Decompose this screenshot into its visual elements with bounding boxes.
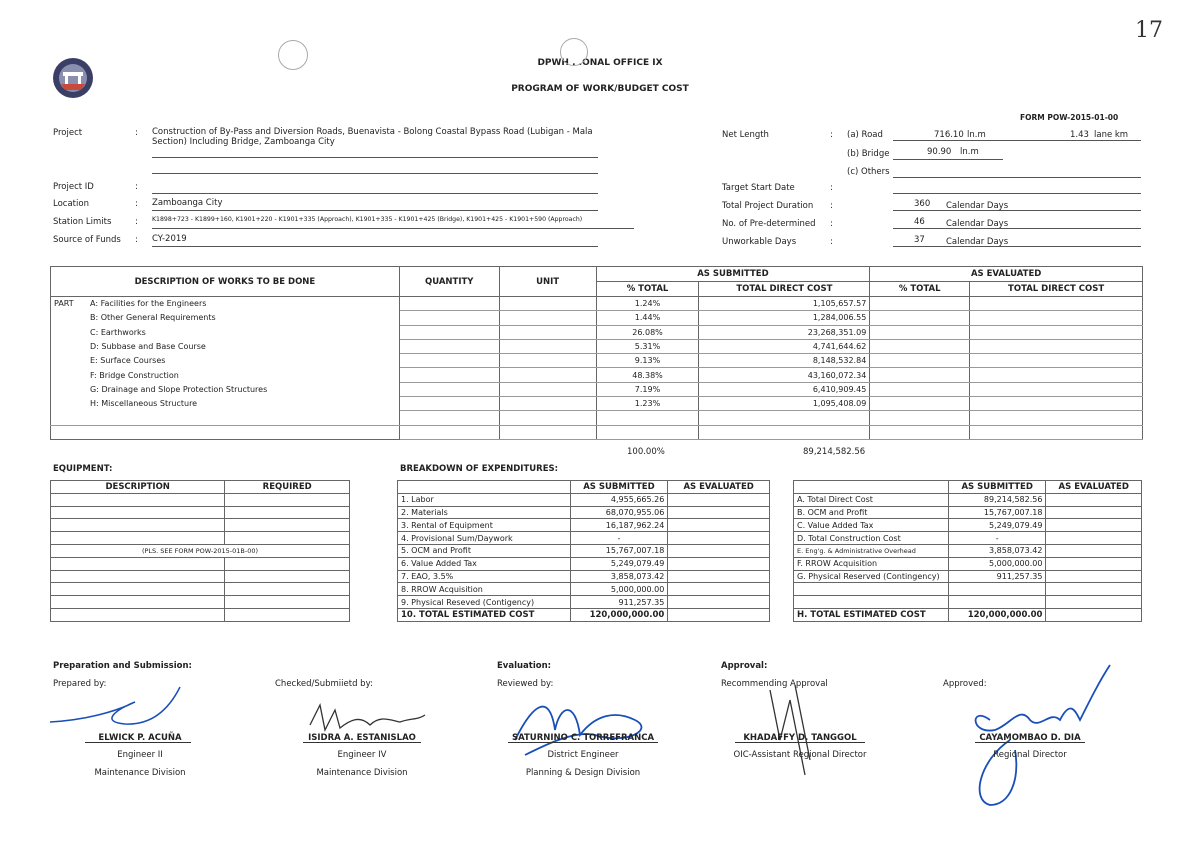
work-pct: 1.24%: [596, 297, 699, 311]
predet-line: [893, 215, 1141, 229]
recommending-label: Recommending Approval: [721, 679, 828, 689]
works-row: [51, 339, 1143, 353]
signatory-5-title: Regional Director: [993, 750, 1067, 760]
unworkable-line: [893, 233, 1141, 247]
summary-value: 15,767,007.18: [948, 506, 1046, 519]
work-description: [51, 411, 400, 425]
work-unit: [499, 411, 596, 425]
page-mark: 17: [1135, 18, 1163, 43]
equipment-required: [225, 557, 350, 570]
work-description: [51, 311, 400, 325]
work-quantity: [399, 325, 499, 339]
work-description-text: D: Subbase and Base Course: [90, 342, 206, 352]
duration-unit: Calendar Days: [946, 201, 1009, 211]
colon: :: [135, 217, 138, 227]
work-pct: 1.23%: [596, 397, 699, 411]
breakdown-label: 3. Rental of Equipment: [398, 519, 571, 532]
bridge-value: 90.90: [927, 147, 952, 157]
work-eval-pct: [870, 339, 970, 353]
breakdown-row: [398, 544, 770, 557]
breakdown-value: 68,070,955.06: [570, 506, 668, 519]
equipment-description: [51, 506, 225, 519]
summary-total-value: 120,000,000.00: [948, 608, 1046, 621]
equipment-description: [51, 493, 225, 506]
work-quantity: [399, 397, 499, 411]
summary-evaluated: [1046, 532, 1142, 545]
work-cost: 43,160,072.34: [699, 368, 870, 382]
signatory-5-name: CAYAMOMBAO D. DIA: [979, 733, 1081, 743]
work-eval-pct: [870, 311, 970, 325]
breakdown-value: -: [570, 532, 668, 545]
start-date-line: [893, 180, 1141, 194]
breakdown-title: BREAKDOWN OF EXPENDITURES:: [400, 464, 559, 474]
breakdown-row: [398, 519, 770, 532]
works-total-pct: 100.00%: [627, 447, 665, 457]
equipment-row: [51, 544, 350, 557]
bridge-unit: ln.m: [960, 147, 979, 157]
summary-row: [794, 519, 1142, 532]
summary-evaluated: [1046, 557, 1142, 570]
works-total-cost: 89,214,582.56: [803, 447, 866, 457]
work-cost: 1,105,657.57: [699, 297, 870, 311]
works-row: [51, 354, 1143, 368]
breakdown-label: 7. EAO, 3.5%: [398, 570, 571, 583]
work-description: [51, 368, 400, 382]
summary-value: 5,249,079.49: [948, 519, 1046, 532]
punch-hole: [278, 40, 308, 70]
funds-value: CY-2019: [152, 234, 598, 247]
breakdown-evaluated: [668, 532, 770, 545]
breakdown-evaluated: [668, 519, 770, 532]
summary-table: [793, 480, 1142, 622]
works-row: [51, 411, 1143, 425]
summary-total-label: H. TOTAL ESTIMATED COST: [794, 608, 949, 621]
summary-total-evaluated: [1046, 608, 1142, 621]
work-quantity: [399, 354, 499, 368]
breakdown-col-submitted: AS SUBMITTED: [570, 481, 668, 494]
equipment-table: [50, 480, 350, 622]
breakdown-row: [398, 493, 770, 506]
summary-value: [948, 596, 1046, 609]
equipment-description: (PLS. SEE FORM POW-2015-01B-00): [51, 544, 350, 557]
work-quantity: [399, 382, 499, 396]
summary-evaluated: [1046, 493, 1142, 506]
work-eval-pct: [870, 411, 970, 425]
work-description-text: C: Earthworks: [90, 327, 146, 337]
signatory-3-title: District Engineer: [547, 750, 619, 760]
equipment-row: [51, 519, 350, 532]
work-description-text: E: Surface Courses: [90, 356, 166, 366]
unworkable-label: Unworkable Days: [722, 237, 797, 247]
breakdown-value: 4,955,665.26: [570, 493, 668, 506]
signatory-1-division: Maintenance Division: [94, 768, 186, 778]
work-pct: 26.08%: [596, 325, 699, 339]
work-cost: 6,410,909.45: [699, 382, 870, 396]
equipment-required: [225, 570, 350, 583]
breakdown-evaluated: [668, 493, 770, 506]
equipment-description: [51, 608, 225, 621]
work-pct: 9.13%: [596, 354, 699, 368]
equipment-row: [51, 506, 350, 519]
breakdown-evaluated: [668, 506, 770, 519]
work-quantity: [399, 339, 499, 353]
work-cost: 8,148,532.84: [699, 354, 870, 368]
work-description: [51, 339, 400, 353]
funds-label: Source of Funds: [53, 235, 121, 245]
work-quantity: [399, 297, 499, 311]
checked-by-label: Checked/Submiietd by:: [275, 679, 373, 689]
summary-row: [794, 583, 1142, 596]
work-eval-pct: [870, 325, 970, 339]
work-description-text: A: Facilities for the Engineers: [90, 299, 207, 309]
station-label: Station Limits: [53, 217, 112, 227]
summary-value: [948, 583, 1046, 596]
form-number: FORM POW-2015-01-00: [1020, 113, 1119, 122]
summary-evaluated: [1046, 583, 1142, 596]
work-quantity: [399, 311, 499, 325]
signatory-1-name: ELWICK P. ACUÑA: [98, 733, 182, 743]
net-length-label: Net Length: [722, 130, 769, 140]
work-description: [51, 397, 400, 411]
work-eval-cost: [970, 382, 1143, 396]
signatory-3-division: Planning & Design Division: [525, 768, 641, 778]
work-quantity: [399, 425, 499, 439]
colon: :: [830, 201, 833, 211]
work-unit: [499, 368, 596, 382]
col-quantity: QUANTITY: [399, 267, 499, 297]
work-unit: [499, 354, 596, 368]
summary-row: [794, 557, 1142, 570]
breakdown-total-label: 10. TOTAL ESTIMATED COST: [398, 608, 571, 621]
col-eval-pct-total: % TOTAL: [870, 282, 970, 297]
approval-heading: Approval:: [721, 661, 768, 671]
equipment-required: [225, 493, 350, 506]
work-eval-pct: [870, 382, 970, 396]
part-label: PART: [54, 299, 74, 309]
work-eval-pct: [870, 368, 970, 382]
work-eval-cost: [970, 339, 1143, 353]
works-row: [51, 297, 1143, 311]
breakdown-label: 2. Materials: [398, 506, 571, 519]
works-table: [50, 266, 1143, 440]
summary-value: -: [948, 532, 1046, 545]
equipment-row: [51, 557, 350, 570]
colon: :: [135, 199, 138, 209]
summary-row: [794, 493, 1142, 506]
summary-blank-header: [794, 481, 949, 494]
location-value: Zamboanga City: [152, 198, 598, 211]
work-eval-cost: [970, 325, 1143, 339]
col-unit: UNIT: [499, 267, 596, 297]
breakdown-evaluated: [668, 583, 770, 596]
equipment-required: [225, 608, 350, 621]
work-eval-pct: [870, 354, 970, 368]
col-pct-total: % TOTAL: [596, 282, 699, 297]
summary-label: F. RROW Acquisition: [794, 557, 949, 570]
breakdown-label: 6. Value Added Tax: [398, 557, 571, 570]
work-eval-cost: [970, 411, 1143, 425]
punch-hole: [560, 38, 588, 66]
col-eval-total-direct-cost: TOTAL DIRECT COST: [970, 282, 1143, 297]
road-label: (a) Road: [847, 130, 883, 140]
project-label: Project: [53, 128, 83, 138]
equipment-col-description: DESCRIPTION: [51, 481, 225, 494]
work-cost: [699, 411, 870, 425]
work-description: [51, 354, 400, 368]
signatory-4-name: KHADAFFY D. TANGGOL: [743, 733, 857, 743]
work-unit: [499, 382, 596, 396]
others-line: [893, 164, 1141, 178]
equipment-required: [225, 583, 350, 596]
col-as-evaluated: AS EVALUATED: [870, 267, 1143, 282]
work-pct: [596, 425, 699, 439]
unworkable-unit: Calendar Days: [946, 237, 1009, 247]
equipment-row: [51, 532, 350, 545]
work-cost: 23,268,351.09: [699, 325, 870, 339]
work-eval-cost: [970, 368, 1143, 382]
work-cost: [699, 425, 870, 439]
colon: :: [135, 182, 138, 192]
work-description: [51, 297, 400, 311]
works-row: [51, 311, 1143, 325]
summary-row: [794, 532, 1142, 545]
breakdown-blank-header: [398, 481, 571, 494]
work-eval-cost: [970, 425, 1143, 439]
col-total-direct-cost: TOTAL DIRECT COST: [699, 282, 870, 297]
breakdown-row: [398, 570, 770, 583]
equipment-row: [51, 493, 350, 506]
work-unit: [499, 311, 596, 325]
bridge-label: (b) Bridge: [847, 149, 890, 159]
work-description-text: F: Bridge Construction: [90, 370, 179, 380]
location-label: Location: [53, 199, 89, 209]
prep-heading: Preparation and Submission:: [53, 661, 192, 671]
work-unit: [499, 339, 596, 353]
summary-value: 911,257.35: [948, 570, 1046, 583]
breakdown-label: 1. Labor: [398, 493, 571, 506]
equipment-required: [225, 506, 350, 519]
equipment-row: [51, 583, 350, 596]
breakdown-row: [398, 596, 770, 609]
colon: :: [135, 235, 138, 245]
summary-evaluated: [1046, 570, 1142, 583]
work-pct: [596, 411, 699, 425]
breakdown-evaluated: [668, 570, 770, 583]
breakdown-row: [398, 506, 770, 519]
signature-1-scribble: [45, 682, 195, 732]
breakdown-evaluated: [668, 544, 770, 557]
breakdown-value: 15,767,007.18: [570, 544, 668, 557]
office-title: DPWH . .ONAL OFFICE IX: [537, 58, 663, 68]
work-unit: [499, 425, 596, 439]
summary-col-evaluated: AS EVALUATED: [1046, 481, 1142, 494]
work-description: [51, 382, 400, 396]
equipment-required: [225, 532, 350, 545]
work-description: [51, 425, 400, 439]
equipment-row: [51, 608, 350, 621]
breakdown-total-evaluated: [668, 608, 770, 621]
unworkable-value: 37: [914, 235, 925, 245]
road-value: 716.10: [934, 130, 964, 140]
breakdown-col-evaluated: AS EVALUATED: [668, 481, 770, 494]
breakdown-row: [398, 532, 770, 545]
work-cost: 1,095,408.09: [699, 397, 870, 411]
equipment-row: [51, 596, 350, 609]
works-row: [51, 368, 1143, 382]
work-quantity: [399, 368, 499, 382]
equipment-title: EQUIPMENT:: [53, 464, 113, 474]
work-cost: 1,284,006.55: [699, 311, 870, 325]
colon: :: [135, 128, 138, 138]
breakdown-label: 9. Physical Reseved (Contigency): [398, 596, 571, 609]
works-row: [51, 425, 1143, 439]
summary-label: E. Eng'g. & Administrative Overhead: [794, 544, 949, 557]
lane-unit: lane km: [1094, 130, 1129, 140]
prepared-by-label: Prepared by:: [53, 679, 107, 689]
breakdown-value: 5,000,000.00: [570, 583, 668, 596]
document-title: PROGRAM OF WORK/BUDGET COST: [511, 84, 689, 94]
work-eval-pct: [870, 425, 970, 439]
project-blank-line: [152, 158, 598, 174]
breakdown-value: 5,249,079.49: [570, 557, 668, 570]
breakdown-value: 3,858,073.42: [570, 570, 668, 583]
equipment-col-required: REQUIRED: [225, 481, 350, 494]
breakdown-row: [398, 557, 770, 570]
works-row: [51, 382, 1143, 396]
work-eval-cost: [970, 297, 1143, 311]
colon: :: [830, 237, 833, 247]
signatory-2-division: Maintenance Division: [316, 768, 408, 778]
summary-col-submitted: AS SUBMITTED: [948, 481, 1046, 494]
summary-label: D. Total Construction Cost: [794, 532, 949, 545]
col-description: DESCRIPTION OF WORKS TO BE DONE: [51, 267, 400, 297]
eval-heading: Evaluation:: [497, 661, 552, 671]
predet-label: No. of Pre-determined: [722, 219, 816, 229]
signatory-1-title: Engineer II: [117, 750, 163, 760]
breakdown-label: 4. Provisional Sum/Daywork: [398, 532, 571, 545]
summary-label: [794, 596, 949, 609]
signatory-3-name: SATURNINO C. TORREFRANCA: [511, 733, 655, 743]
summary-evaluated: [1046, 544, 1142, 557]
work-description-text: H: Miscellaneous Structure: [90, 399, 198, 409]
road-unit: ln.m: [967, 130, 986, 140]
equipment-description: [51, 570, 225, 583]
breakdown-value: 911,257.35: [570, 596, 668, 609]
summary-label: G. Physical Reserved (Contingency): [794, 570, 949, 583]
works-row: [51, 325, 1143, 339]
duration-label: Total Project Duration: [722, 201, 814, 211]
breakdown-evaluated: [668, 557, 770, 570]
summary-label: C. Value Added Tax: [794, 519, 949, 532]
breakdown-total-value: 120,000,000.00: [570, 608, 668, 621]
summary-value: 3,858,073.42: [948, 544, 1046, 557]
summary-row: [794, 596, 1142, 609]
project-value: [152, 127, 598, 174]
signature-4-scribble: [750, 680, 830, 780]
summary-evaluated: [1046, 519, 1142, 532]
start-date-label: Target Start Date: [722, 183, 795, 193]
works-row: [51, 397, 1143, 411]
work-unit: [499, 325, 596, 339]
work-description: [51, 325, 400, 339]
breakdown-table: [397, 480, 770, 622]
others-label: (c) Others: [847, 167, 890, 177]
breakdown-label: 5. OCM and Profit: [398, 544, 571, 557]
equipment-description: [51, 557, 225, 570]
work-description-text: B: Other General Requirements: [90, 313, 216, 323]
equipment-description: [51, 596, 225, 609]
equipment-required: [225, 596, 350, 609]
summary-evaluated: [1046, 596, 1142, 609]
work-eval-cost: [970, 397, 1143, 411]
project-id-value: [152, 181, 598, 194]
work-unit: [499, 297, 596, 311]
summary-row: [794, 544, 1142, 557]
predet-value: 46: [914, 217, 925, 227]
breakdown-label: 8. RROW Acquisition: [398, 583, 571, 596]
work-eval-cost: [970, 311, 1143, 325]
reviewed-by-label: Reviewed by:: [497, 679, 554, 689]
project-id-label: Project ID: [53, 182, 94, 192]
work-pct: 5.31%: [596, 339, 699, 353]
equipment-description: [51, 519, 225, 532]
work-pct: 1.44%: [596, 311, 699, 325]
summary-value: 89,214,582.56: [948, 493, 1046, 506]
signatory-2-title: Engineer IV: [337, 750, 387, 760]
equipment-description: [51, 583, 225, 596]
summary-evaluated: [1046, 506, 1142, 519]
breakdown-value: 16,187,962.24: [570, 519, 668, 532]
work-eval-pct: [870, 397, 970, 411]
duration-line: [893, 197, 1141, 211]
summary-row: [794, 570, 1142, 583]
equipment-description: [51, 532, 225, 545]
summary-value: 5,000,000.00: [948, 557, 1046, 570]
station-value: K1898+723 - K1899+160, K1901+220 - K1901+335 (Approach), K1901+335 - K1901+425 (Bridge), K1901+425 - K1901+590 (Approach): [152, 216, 634, 229]
work-unit: [499, 397, 596, 411]
work-eval-cost: [970, 354, 1143, 368]
work-pct: 7.19%: [596, 382, 699, 396]
summary-label: [794, 583, 949, 596]
work-cost: 4,741,644.62: [699, 339, 870, 353]
breakdown-row: [398, 583, 770, 596]
colon: :: [830, 183, 833, 193]
colon: :: [830, 130, 833, 140]
summary-label: B. OCM and Profit: [794, 506, 949, 519]
work-quantity: [399, 411, 499, 425]
work-description-text: G: Drainage and Slope Protection Structures: [90, 384, 268, 394]
project-line-1: Construction of By-Pass and Diversion Roads, Buenavista - Bolong Coastal Bypass Road (Lubigan - Mala: [152, 127, 593, 137]
equipment-required: [225, 519, 350, 532]
colon: :: [830, 219, 833, 229]
work-eval-pct: [870, 297, 970, 311]
road-lane-value: 1.43: [1070, 130, 1089, 140]
work-pct: 48.38%: [596, 368, 699, 382]
predet-unit: Calendar Days: [946, 219, 1009, 229]
project-line-2: Section) Including Bridge, Zamboanga City: [152, 137, 598, 158]
equipment-row: [51, 570, 350, 583]
summary-label: A. Total Direct Cost: [794, 493, 949, 506]
breakdown-evaluated: [668, 596, 770, 609]
signatory-4-title: OIC-Assistant Regional Director: [733, 750, 867, 760]
col-as-submitted: AS SUBMITTED: [596, 267, 870, 282]
summary-row: [794, 506, 1142, 519]
duration-value: 360: [914, 199, 931, 209]
approved-label: Approved:: [943, 679, 987, 689]
signatory-2-name: ISIDRA A. ESTANISLAO: [308, 733, 416, 743]
